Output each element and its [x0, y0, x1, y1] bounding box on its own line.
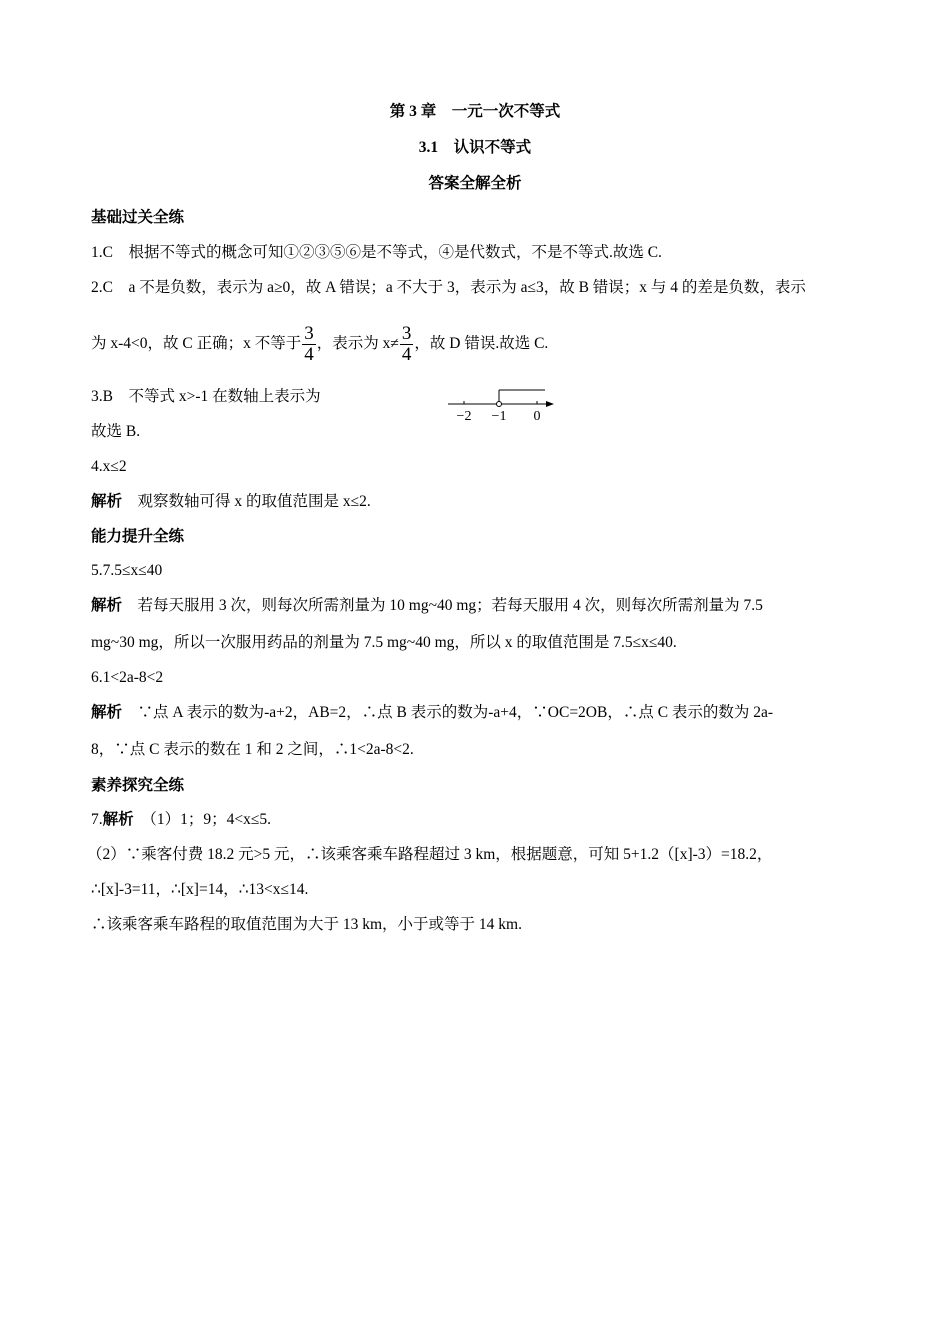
question-5-analysis-line-1: [91, 596, 763, 616]
fraction-numerator: 3: [304, 322, 314, 344]
ability-heading: 能力提升全练: [91, 528, 185, 545]
analysis-text: 观察数轴可得 x 的取值范围是 x≤2.: [122, 493, 371, 510]
q2-text-a: 为 x-4<0，故 C 正确；x 不等于: [91, 335, 302, 352]
fraction-three-quarters-2: [400, 324, 414, 365]
question-7-line-2: （2）∵乘客付费 18.2 元>5 元，∴该乘客乘车路程超过 3 km，根据题意，可知 5+1.2（[x]-3）=18.2，: [87, 846, 773, 863]
open-point-minus-1: [497, 402, 502, 407]
analysis-label: 解析: [91, 597, 123, 614]
section-title: 3.1 认识不等式: [418, 139, 532, 156]
question-2-line-2: [91, 322, 548, 366]
number-line-figure: [440, 382, 560, 426]
chapter-title: 第 3 章 一元一次不等式: [389, 103, 561, 120]
question-5-analysis-line-2: mg~30 mg，所以一次服用药品的剂量为 7.5 mg~40 mg，所以 x 的取值范围是 7.5≤x≤40.: [91, 634, 677, 651]
question-6-analysis-line-2: 8，∵点 C 表示的数在 1 和 2 之间，∴1<2a-8<2.: [91, 741, 414, 758]
number-line-arrow: [546, 401, 554, 407]
question-5: 5.7.5≤x≤40: [91, 562, 163, 579]
tick-label-minus-1: −1: [491, 409, 507, 424]
question-7-line-3: ∴[x]-3=11，∴[x]=14，∴13<x≤14.: [91, 881, 309, 898]
basic-heading: 基础过关全练: [91, 209, 185, 226]
question-3-line-2: 故选 B.: [91, 423, 141, 440]
literacy-heading: 素养探究全练: [91, 777, 185, 794]
analysis-text: ∵点 A 表示的数为-a+2，AB=2，∴点 B 表示的数为-a+4，∵OC=2OB，∴点 C 表示的数为 2a-: [122, 704, 774, 721]
question-4: 4.x≤2: [91, 458, 127, 475]
q2-text-b: ，表示为 x≠: [316, 335, 399, 352]
analysis-text: 若每天服用 3 次，则每次所需剂量为 10 mg~40 mg；若每天服用 4 次，则每次所需剂量为 7.5: [122, 597, 763, 614]
question-6: 6.1<2a-8<2: [91, 669, 164, 686]
question-2-line-1: 2.C a 不是负数，表示为 a≥0，故 A 错误；a 不大于 3，表示为 a≤3，故 B 错误；x 与 4 的差是负数，表示: [91, 279, 806, 296]
question-6-analysis-line-1: [91, 703, 773, 723]
question-7-line-1: [91, 810, 271, 830]
analysis-label: 解析: [91, 704, 123, 721]
question-3-line-1: 3.B 不等式 x>-1 在数轴上表示为: [91, 388, 321, 405]
q7-prefix: 7.: [91, 811, 103, 828]
analysis-label: 解析: [102, 811, 134, 828]
question-1: 1.C 根据不等式的概念可知①②③⑤⑥是不等式，④是代数式，不是不等式.故选 C.: [91, 244, 662, 261]
q2-text-c: ，故 D 错误.故选 C.: [414, 335, 549, 352]
tick-label-minus-2: −2: [456, 409, 472, 424]
fraction-numerator: 3: [401, 322, 412, 344]
question-7-line-4: ∴该乘客乘车路程的取值范围为大于 13 km，小于或等于 14 km.: [91, 916, 522, 933]
answer-subtitle: 答案全解全析: [428, 175, 522, 192]
analysis-label: 解析: [91, 493, 123, 510]
analysis-text: （1）1；9；4<x≤5.: [133, 811, 272, 828]
fraction-denominator: 4: [401, 343, 412, 365]
fraction-three-quarters: [302, 324, 316, 365]
question-4-analysis: [91, 492, 371, 512]
fraction-denominator: 4: [304, 343, 314, 365]
tick-label-0: 0: [533, 409, 541, 424]
